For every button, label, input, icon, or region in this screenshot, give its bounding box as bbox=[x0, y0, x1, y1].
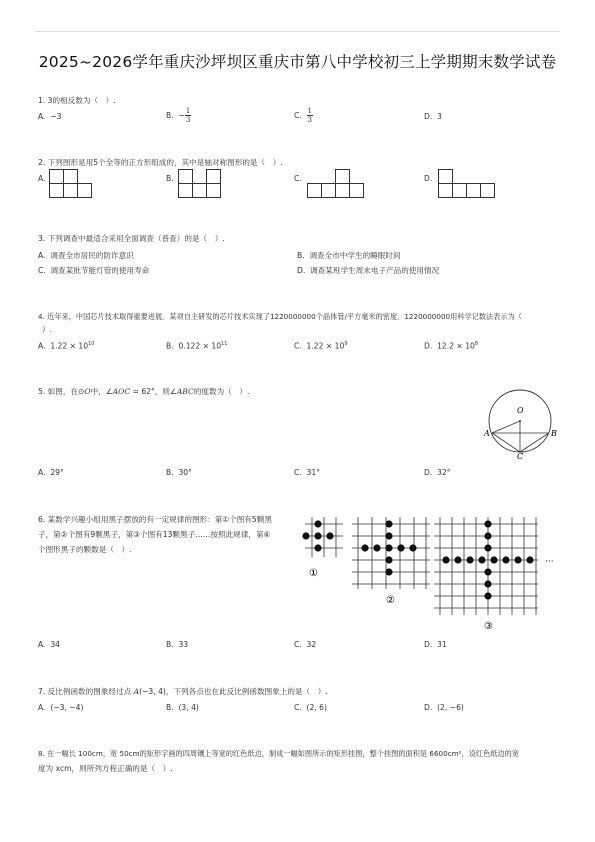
question-4-stem-line2: ）. bbox=[42, 325, 53, 334]
q1-option-b: B. − $\frac{1}{3}$ bbox=[166, 107, 191, 124]
q2-label-b: B. bbox=[166, 174, 174, 183]
question-6-stem-line3: 个图形黑子的颗数是（ ）. bbox=[38, 545, 132, 554]
q4-option-c: C. $1.22 \times 10^9$ bbox=[294, 341, 348, 351]
q4-option-b: B. $0.122 \times 10^{11}$ bbox=[166, 341, 228, 351]
label-a: A bbox=[484, 429, 490, 438]
q2-label-a: A. bbox=[38, 174, 46, 183]
q4-option-d: D. $12.2 \times 10^8$ bbox=[424, 341, 479, 351]
q7-option-b: B. (3, 4) bbox=[166, 703, 199, 712]
q1-option-c: C. $\frac{1}{3}$ bbox=[294, 107, 313, 124]
top-rule bbox=[35, 31, 560, 32]
q7-option-a: A. (−3, −4) bbox=[38, 703, 84, 712]
q3-option-d: D. 调查某班学生周末电子产品的使用情况 bbox=[297, 266, 440, 275]
q3-option-a: A. 调查全市居民的防诈意识 bbox=[38, 251, 134, 260]
q7-option-d: D. (2, −6) bbox=[424, 703, 464, 712]
question-4-stem-line1: 4. 近年来，中国芯片技术取得重要进展．某项自主研发的芯片技术实现了1220000000个晶体管/平方毫米的密度．1220000000用科学记数法表示为（ bbox=[38, 312, 522, 321]
q1-option-a: A. −3 bbox=[38, 112, 62, 121]
q5-option-c: C. 31° bbox=[294, 468, 321, 477]
pattern-2-grid bbox=[352, 517, 430, 589]
pattern-3-grid bbox=[434, 517, 538, 615]
page-title: 2025~2026学年重庆沙坪坝区重庆市第八中学校初三上学期期末数学试卷 bbox=[38, 53, 557, 71]
q4-option-a: A. $1.22 \times 10^{10}$ bbox=[38, 341, 95, 351]
q1-option-d: D. 3 bbox=[424, 112, 442, 121]
q3-option-b: B. 调查全市中学生的睡眠时间 bbox=[297, 251, 401, 260]
q6-option-c: C. 32 bbox=[294, 640, 317, 649]
label-c: C bbox=[517, 452, 524, 460]
q6-option-b: B. 33 bbox=[166, 640, 189, 649]
q3-option-c: C. 调查某批节能灯管的使用寿命 bbox=[38, 266, 150, 275]
q5-option-a: A. 29° bbox=[38, 468, 64, 477]
pattern-1-dots bbox=[302, 520, 333, 551]
question-7-stem: 7. 反比例函数的图象经过点 A(−3, 4)，下列各点也在此反比例函数图象上的是（ ）. bbox=[38, 687, 328, 696]
q5-option-d: D. 32° bbox=[424, 468, 451, 477]
label-b: B bbox=[551, 429, 557, 438]
q5-circle-figure bbox=[482, 380, 562, 460]
question-6-stem-line2: 子，第②个图有9颗黑子，第③个图有13颗黑子……按照此规律，第⑥ bbox=[38, 530, 271, 539]
segment-oa bbox=[492, 421, 520, 433]
question-1-stem: 1. 3的相反数为（ ）. bbox=[38, 96, 116, 105]
segment-bc bbox=[520, 433, 549, 452]
q6-option-a: A. 34 bbox=[38, 640, 60, 649]
question-3-stem: 3. 下列调查中最适合采用全面调查（普查）的是（ ）. bbox=[38, 234, 225, 243]
pattern-ellipsis: ··· bbox=[545, 557, 554, 567]
q6-dot-pattern-figure bbox=[300, 507, 570, 632]
pattern-3-label: ③ bbox=[484, 621, 493, 632]
pattern-2-label: ② bbox=[386, 595, 395, 606]
question-8-stem-line2: 度为 xcm，则所列方程正确的是（ ）. bbox=[38, 764, 173, 773]
pattern-1-grid bbox=[305, 517, 343, 557]
question-5-stem: 5. 如图，在⊙O中，∠AOC = 62°，则∠ABC的度数为（ ）. bbox=[38, 387, 250, 396]
question-6-stem-line1: 6. 某数学兴趣小组用黑子摆放的有一定规律的图形：第①个图有5颗黑 bbox=[38, 515, 272, 524]
q6-option-d: D. 31 bbox=[424, 640, 447, 649]
label-o: O bbox=[517, 406, 524, 415]
center-point bbox=[519, 420, 521, 422]
q5-option-b: B. 30° bbox=[166, 468, 192, 477]
pattern-1-label: ① bbox=[309, 568, 318, 579]
q2-label-c: C. bbox=[294, 174, 302, 183]
q7-option-c: C. (2, 6) bbox=[294, 703, 327, 712]
q2-label-d: D. bbox=[424, 174, 433, 183]
question-2-stem: 2. 下列图形是用5个全等的正方形组成的，其中是轴对称图形的是（ ）. bbox=[38, 158, 283, 167]
question-8-stem-line1: 8. 在一幅长 100cm，宽 50cm的矩形字画的四周镶上等宽的红色纸边，制成一幅如图所示的矩形挂图，整个挂图的面积是 6600cm²，设红色纸边的宽 bbox=[38, 749, 520, 758]
